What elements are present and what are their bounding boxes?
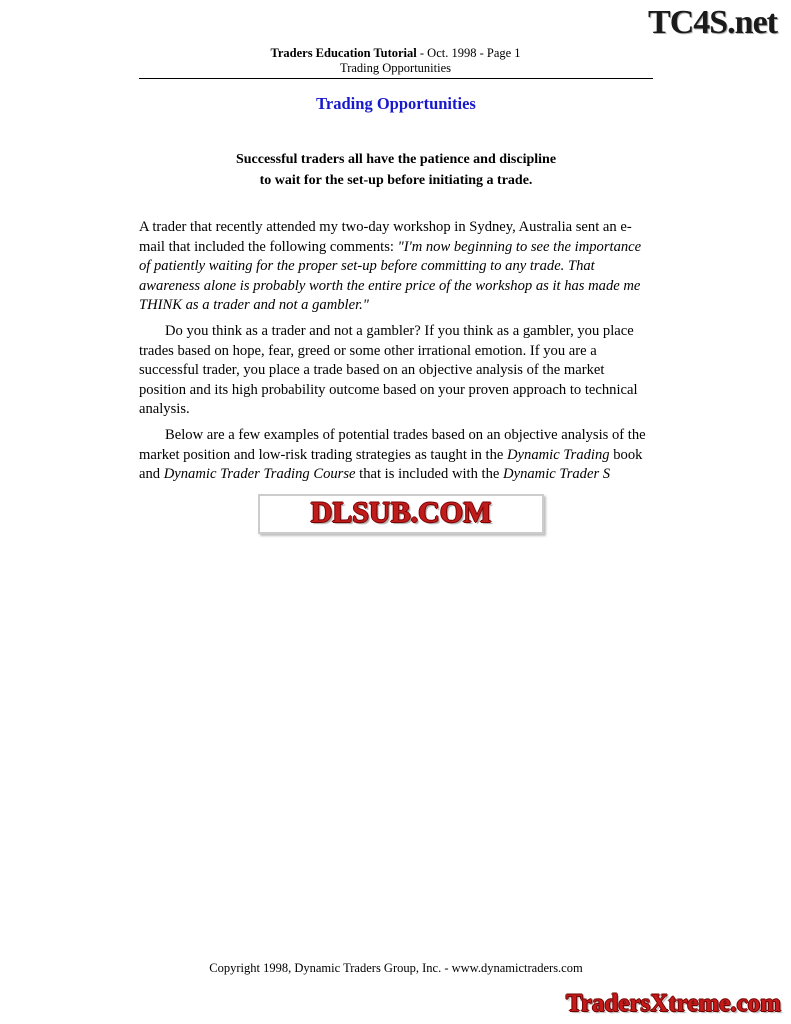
book-title-dynamic-trader-course: Dynamic Trader Trading Course — [163, 466, 356, 483]
subtitle-line-2: to wait for the set-up before initiating a trade. — [259, 173, 533, 188]
subtitle-line-1: Successful traders all have the patience and discipline — [235, 152, 557, 167]
book-title-dynamic-trading: Dynamic Trading — [507, 446, 610, 463]
paragraph-2: Do you think as a trader and not a gambler? If you think as a gambler, you place trades based on hope, fear, greed or some other irrational emotion. If you are a successful trader, you place a trade based on an objective analysis of the market position and its high probability outcome based on your proven approach to technical analysis. — [139, 322, 638, 418]
paragraph-1-quote: "I'm now beginning to see the importance of patiently waiting for the proper set-up before committing to any trade. That awareness alone is probably worth the entire price of the workshop as it has made me THINK as a trader and not a gambler." — [139, 238, 642, 314]
header-title-rest: - Oct. 1998 - Page 1 — [416, 46, 521, 60]
header-line-2: Trading Opportunities — [340, 61, 451, 75]
page-title: Trading Opportunities — [316, 94, 476, 113]
paragraph-3-part-c: that is included with the — [355, 466, 504, 483]
tc4s-watermark: TC4S.net — [648, 4, 777, 41]
paragraph-1-intro: A trader that recently attended my two-day workshop in Sydney, Australia sent an e-mail that included the following comments: — [139, 219, 632, 255]
paragraph-3-part-a: Below are a few examples of potential trades based on an objective analysis of the market position and low-risk trading strategies as taught in the — [139, 426, 646, 463]
header-line-1 — [139, 46, 652, 61]
paragraph-1 — [139, 218, 653, 316]
paragraph-3 — [139, 426, 653, 485]
running-header — [139, 46, 652, 76]
paragraph-3-part-b: book and — [139, 446, 643, 483]
body-text — [139, 218, 653, 491]
tradersxtreme-watermark: TradersXtreme.com — [566, 990, 781, 1017]
subtitle — [139, 149, 653, 191]
book-title-dynamic-trader-s: Dynamic Trader S — [503, 466, 611, 483]
header-title-bold: Traders Education Tutorial — [270, 46, 417, 60]
dlsub-watermark-box — [258, 494, 544, 534]
dlsub-watermark-text: DLSUB.COM — [310, 496, 492, 529]
header-divider — [139, 78, 653, 79]
page-footer: Copyright 1998, Dynamic Traders Group, Inc. - www.dynamictraders.com — [209, 961, 583, 975]
